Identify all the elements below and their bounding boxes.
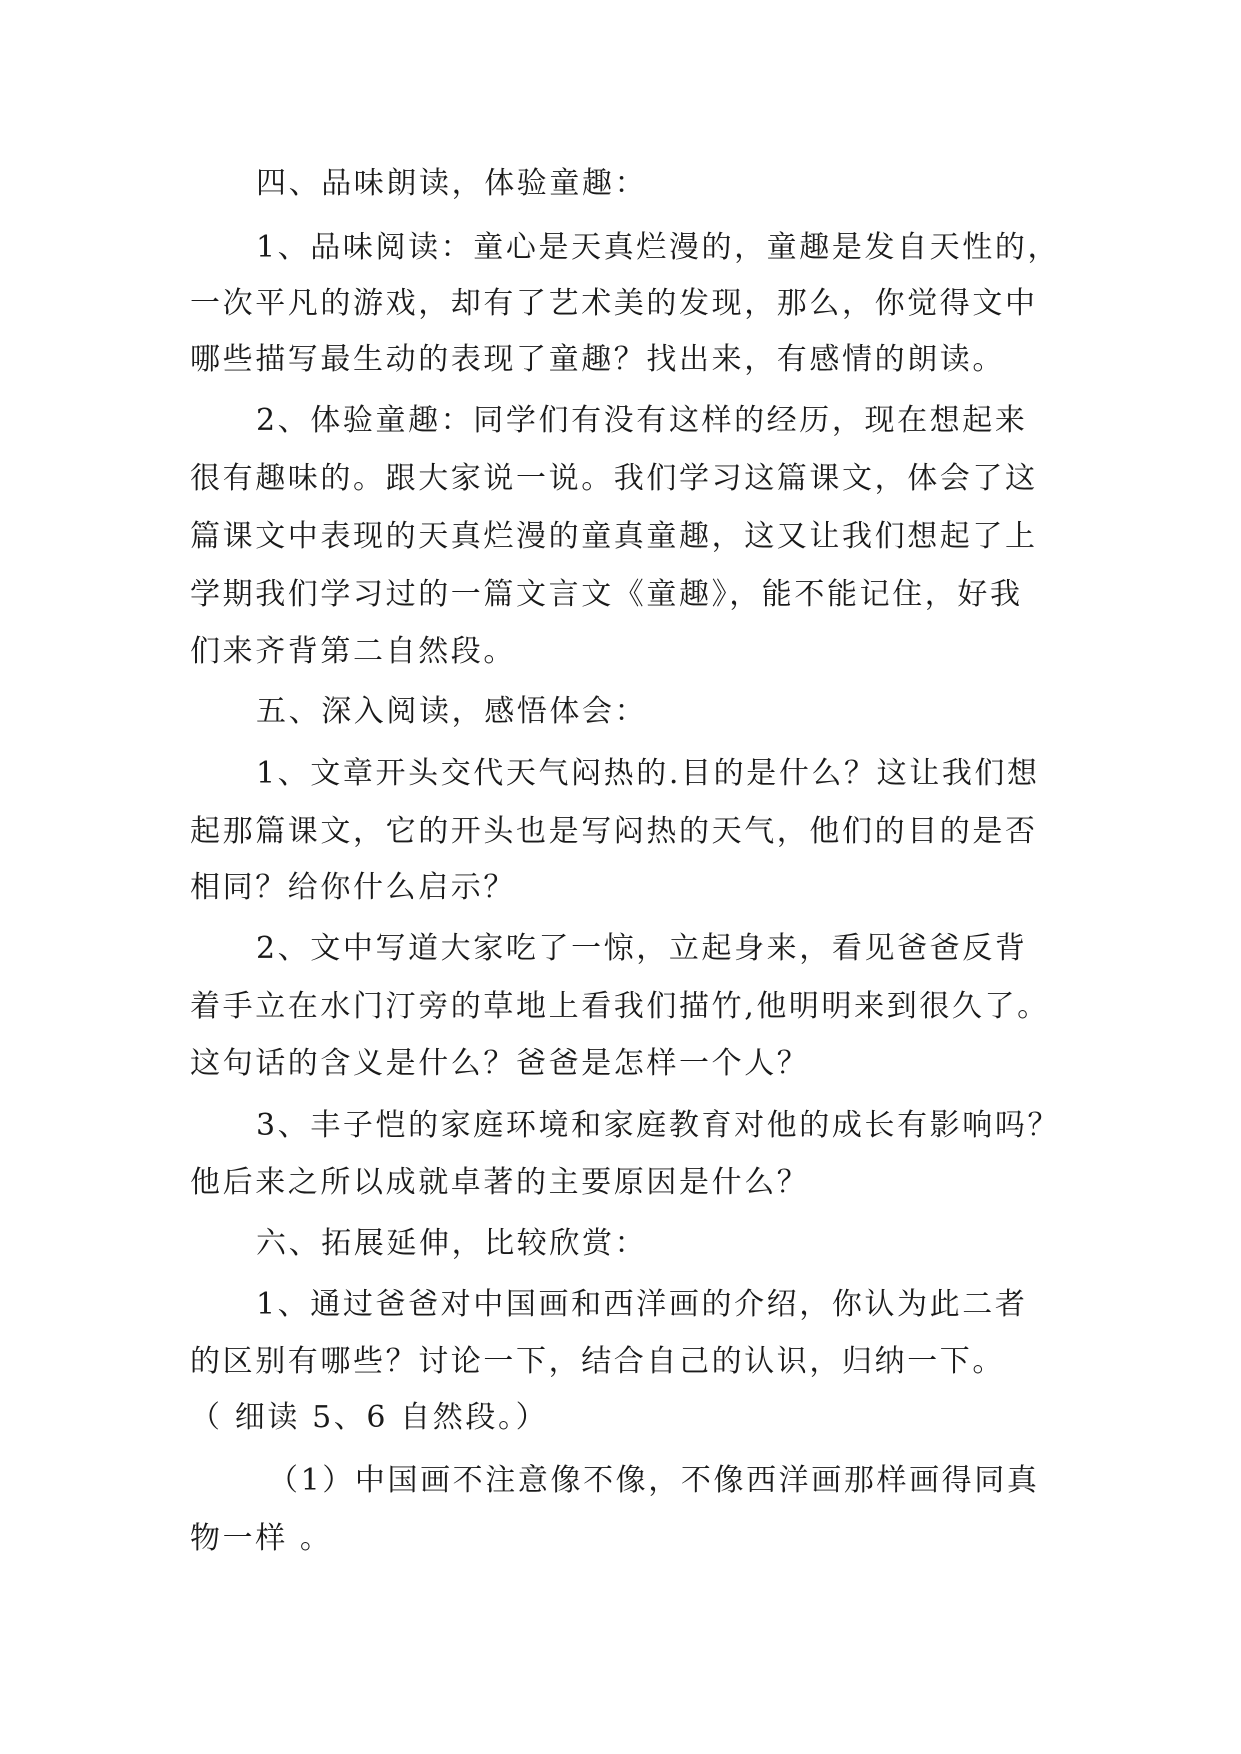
paragraph-line: 相同？给你什么启示？ <box>190 870 516 905</box>
section-heading-4: 四、品味朗读，体验童趣： <box>256 166 648 201</box>
paragraph-line: （1）中国画不注意像不像，不像西洋画那样画得同真 <box>268 1463 1040 1498</box>
paragraph-line: 起那篇课文，它的开头也是写闷热的天气，他们的目的是否 <box>190 814 1038 849</box>
paragraph-line: 着手立在水门汀旁的草地上看我们描竹,他明明来到很久了。 <box>190 989 1050 1024</box>
paragraph-line: 们来齐背第二自然段。 <box>190 634 516 669</box>
paragraph-line: 3、丰子恺的家庭环境和家庭教育对他的成长有影响吗？ <box>256 1108 1061 1143</box>
paragraph-line: 物一样 。 <box>190 1521 333 1556</box>
paragraph-line: （ 细读 5、6 自然段。） <box>190 1400 549 1435</box>
paragraph-line: 1、通过爸爸对中国画和西洋画的介绍，你认为此二者 <box>256 1287 1028 1322</box>
section-heading-5: 五、深入阅读，感悟体会： <box>256 694 648 729</box>
paragraph-line: 1、文章开头交代天气闷热的.目的是什么？这让我们想 <box>256 756 1040 791</box>
paragraph-line: 学期我们学习过的一篇文言文《童趣》，能不能记住，好我 <box>190 577 1023 612</box>
paragraph-line: 2、体验童趣：同学们有没有这样的经历，现在想起来 <box>256 403 1028 438</box>
paragraph-line: 这句话的含义是什么？爸爸是怎样一个人？ <box>190 1046 810 1081</box>
paragraph-line: 篇课文中表现的天真烂漫的童真童趣，这又让我们想起了上 <box>190 519 1038 554</box>
paragraph-line: 的区别有哪些？讨论一下，结合自己的认识，归纳一下。 <box>190 1344 1005 1379</box>
paragraph-line: 哪些描写最生动的表现了童趣？找出来，有感情的朗读。 <box>190 342 1005 377</box>
paragraph-line: 很有趣味的。跟大家说一说。我们学习这篇课文，体会了这 <box>190 461 1038 496</box>
paragraph-line: 2、文中写道大家吃了一惊，立起身来，看见爸爸反背 <box>256 931 1028 966</box>
paragraph-line: 他后来之所以成就卓著的主要原因是什么？ <box>190 1165 810 1200</box>
paragraph-line: 1、品味阅读：童心是天真烂漫的，童趣是发自天性的， <box>256 230 1061 265</box>
paragraph-line: 一次平凡的游戏，却有了艺术美的发现，那么，你觉得文中 <box>190 286 1038 321</box>
section-heading-6: 六、拓展延伸，比较欣赏： <box>256 1226 648 1261</box>
